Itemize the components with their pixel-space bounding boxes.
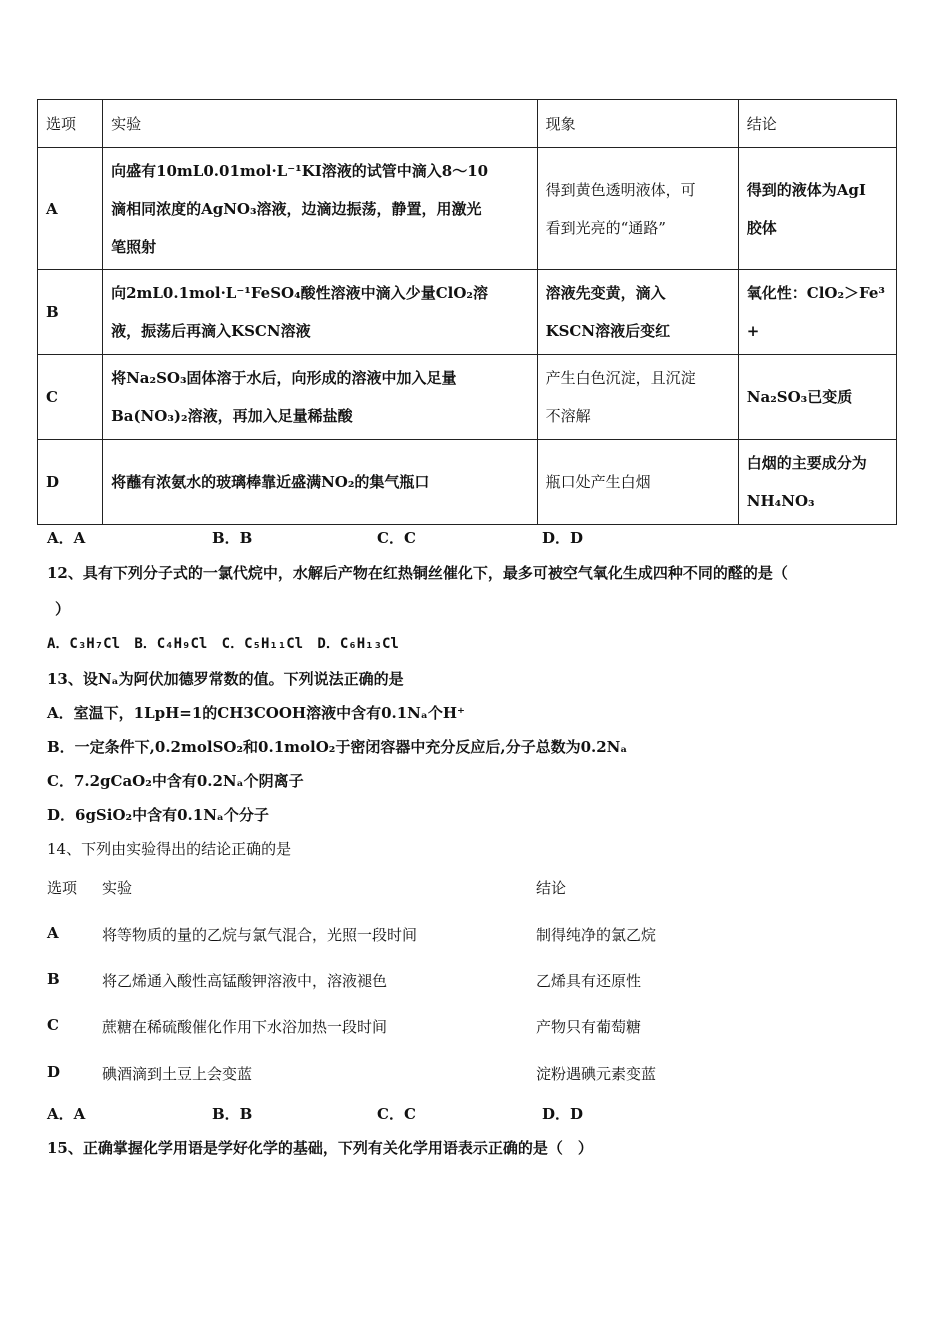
q11-answer-a: A．A (47, 529, 86, 547)
text-line: 将蘸有浓氨水的玻璃棒靠近盛满NO₂的集气瓶口 (111, 473, 430, 491)
q14-answer-d: D．D (542, 1105, 584, 1123)
text-line: 白烟的主要成分为 (746, 454, 867, 472)
q11-row-option: A (38, 148, 103, 270)
text-line: NH₄NO₃ (746, 492, 815, 510)
q11-header-option: 选项 (38, 100, 103, 148)
text-line: KSCN溶液后变红 (545, 322, 671, 340)
q11-row-experiment (103, 270, 538, 355)
q11-row-a (38, 148, 897, 270)
q12-stem-end: ） (55, 600, 71, 618)
q13-option-b: B．一定条件下,0.2molSO₂和0.1molO₂于密闭容器中充分反应后,分子总数为0.2Nₐ (47, 738, 628, 756)
q11-answer-d: D．D (542, 529, 584, 547)
q14-row-conclusion: 淀粉遇碘元素变蓝 (536, 1065, 657, 1083)
text-line: 向2mL0.1mol·L⁻¹FeSO₄酸性溶液中滴入少量ClO₂溶 (111, 284, 488, 302)
q13-option-d: D．6gSiO₂中含有0.1Nₐ个分子 (47, 806, 269, 824)
q14-header-experiment: 实验 (102, 879, 133, 897)
q12-option-b: B．C₄H₉Cl (134, 636, 208, 652)
text-line: 向盛有10mL0.01mol·L⁻¹KI溶液的试管中滴入8～10 (111, 161, 489, 180)
q11-row-d (38, 440, 897, 525)
q14-row-conclusion: 制得纯净的氯乙烷 (536, 926, 657, 944)
q11-row-phenomenon (537, 270, 738, 355)
q13-option-a: A．室温下，1LpH=1的CH3COOH溶液中含有0.1Nₐ个H⁺ (47, 704, 465, 722)
text-line: 笔照射 (111, 237, 157, 256)
q11-row-b (38, 270, 897, 355)
q12-option-a: A．C₃H₇Cl (47, 636, 121, 652)
q11-row-option: D (38, 440, 103, 525)
q11-row-experiment (103, 355, 538, 440)
text-line: Ba(NO₃)₂溶液，再加入足量稀盐酸 (111, 407, 353, 425)
q11-row-conclusion (738, 270, 896, 355)
q14-row-option: C (47, 1016, 59, 1034)
q14-row-option: D (47, 1063, 61, 1081)
text-line: + (746, 322, 760, 340)
text-line: 产生白色沉淀，且沉淀 (545, 369, 696, 387)
q11-row-phenomenon (537, 355, 738, 440)
text-line: 得到的液体为AgI (746, 180, 866, 199)
q11-header-experiment: 实验 (103, 100, 538, 148)
q12-option-c: C．C₅H₁₁Cl (221, 636, 304, 652)
q14-header-conclusion: 结论 (536, 879, 567, 897)
q11-row-conclusion (738, 355, 896, 440)
q11-header-conclusion: 结论 (738, 100, 896, 148)
q14-answer-b: B．B (212, 1105, 253, 1123)
q14-row-conclusion: 乙烯具有还原性 (536, 972, 642, 990)
q14-row-experiment: 蔗糖在稀硫酸催化作用下水浴加热一段时间 (102, 1018, 388, 1036)
text-line: 得到黄色透明液体，可 (545, 180, 696, 199)
q14-answer-a: A．A (47, 1105, 86, 1123)
text-line: 看到光亮的“通路” (545, 218, 666, 237)
q14-row-option: A (47, 924, 59, 942)
q11-table (37, 99, 897, 525)
q11-row-conclusion (738, 148, 896, 270)
text-line: Na₂SO₃已变质 (746, 388, 853, 406)
q14-row-conclusion: 产物只有葡萄糖 (536, 1018, 642, 1036)
q14-answer-c: C．C (377, 1105, 416, 1123)
q15-stem: 15、正确掌握化学用语是学好化学的基础，下列有关化学用语表示正确的是（ ） (47, 1139, 593, 1157)
q13-stem: 13、设Nₐ为阿伏加德罗常数的值。下列说法正确的是 (47, 670, 404, 688)
q11-row-experiment (103, 440, 538, 525)
q14-stem: 14、下列由实验得出的结论正确的是 (47, 840, 292, 858)
q11-row-conclusion (738, 440, 896, 525)
text-line: 瓶口处产生白烟 (545, 473, 651, 491)
q14-row-experiment: 将乙烯通入酸性高锰酸钾溶液中，溶液褪色 (102, 972, 388, 990)
text-line: 将Na₂SO₃固体溶于水后，向形成的溶液中加入足量 (111, 369, 457, 387)
q12-stem: 12、具有下列分子式的一氯代烷中，水解后产物在红热铜丝催化下，最多可被空气氧化生成四种不同的醛的是（ (47, 564, 788, 582)
q14-row-experiment: 碘酒滴到土豆上会变蓝 (102, 1065, 253, 1083)
q14-row-option: B (47, 970, 60, 988)
q11-row-c (38, 355, 897, 440)
q11-row-experiment (103, 148, 538, 270)
q11-row-phenomenon (537, 440, 738, 525)
q11-header-phenomenon: 现象 (537, 100, 738, 148)
q11-row-option: C (38, 355, 103, 440)
text-line: 溶液先变黄，滴入 (545, 284, 666, 302)
q12-option-d: D．C₆H₁₃Cl (317, 636, 399, 652)
q14-row-experiment: 将等物质的量的乙烷与氯气混合，光照一段时间 (102, 926, 418, 944)
q13-option-c: C．7.2gCaO₂中含有0.2Nₐ个阴离子 (47, 772, 304, 790)
text-line: 不溶解 (545, 407, 591, 425)
q14-header-option: 选项 (47, 879, 78, 897)
text-line: 胶体 (746, 218, 777, 237)
text-line: 氧化性：ClO₂＞Fe³ (746, 284, 885, 302)
q12-options (47, 633, 399, 653)
q11-row-option: B (38, 270, 103, 355)
q11-answer-c: C．C (377, 529, 416, 547)
q11-answer-b: B．B (212, 529, 253, 547)
q11-header-row (38, 100, 897, 148)
text-line: 液，振荡后再滴入KSCN溶液 (111, 322, 311, 340)
q11-row-phenomenon (537, 148, 738, 270)
text-line: 滴相同浓度的AgNO₃溶液，边滴边振荡，静置，用激光 (111, 199, 482, 218)
